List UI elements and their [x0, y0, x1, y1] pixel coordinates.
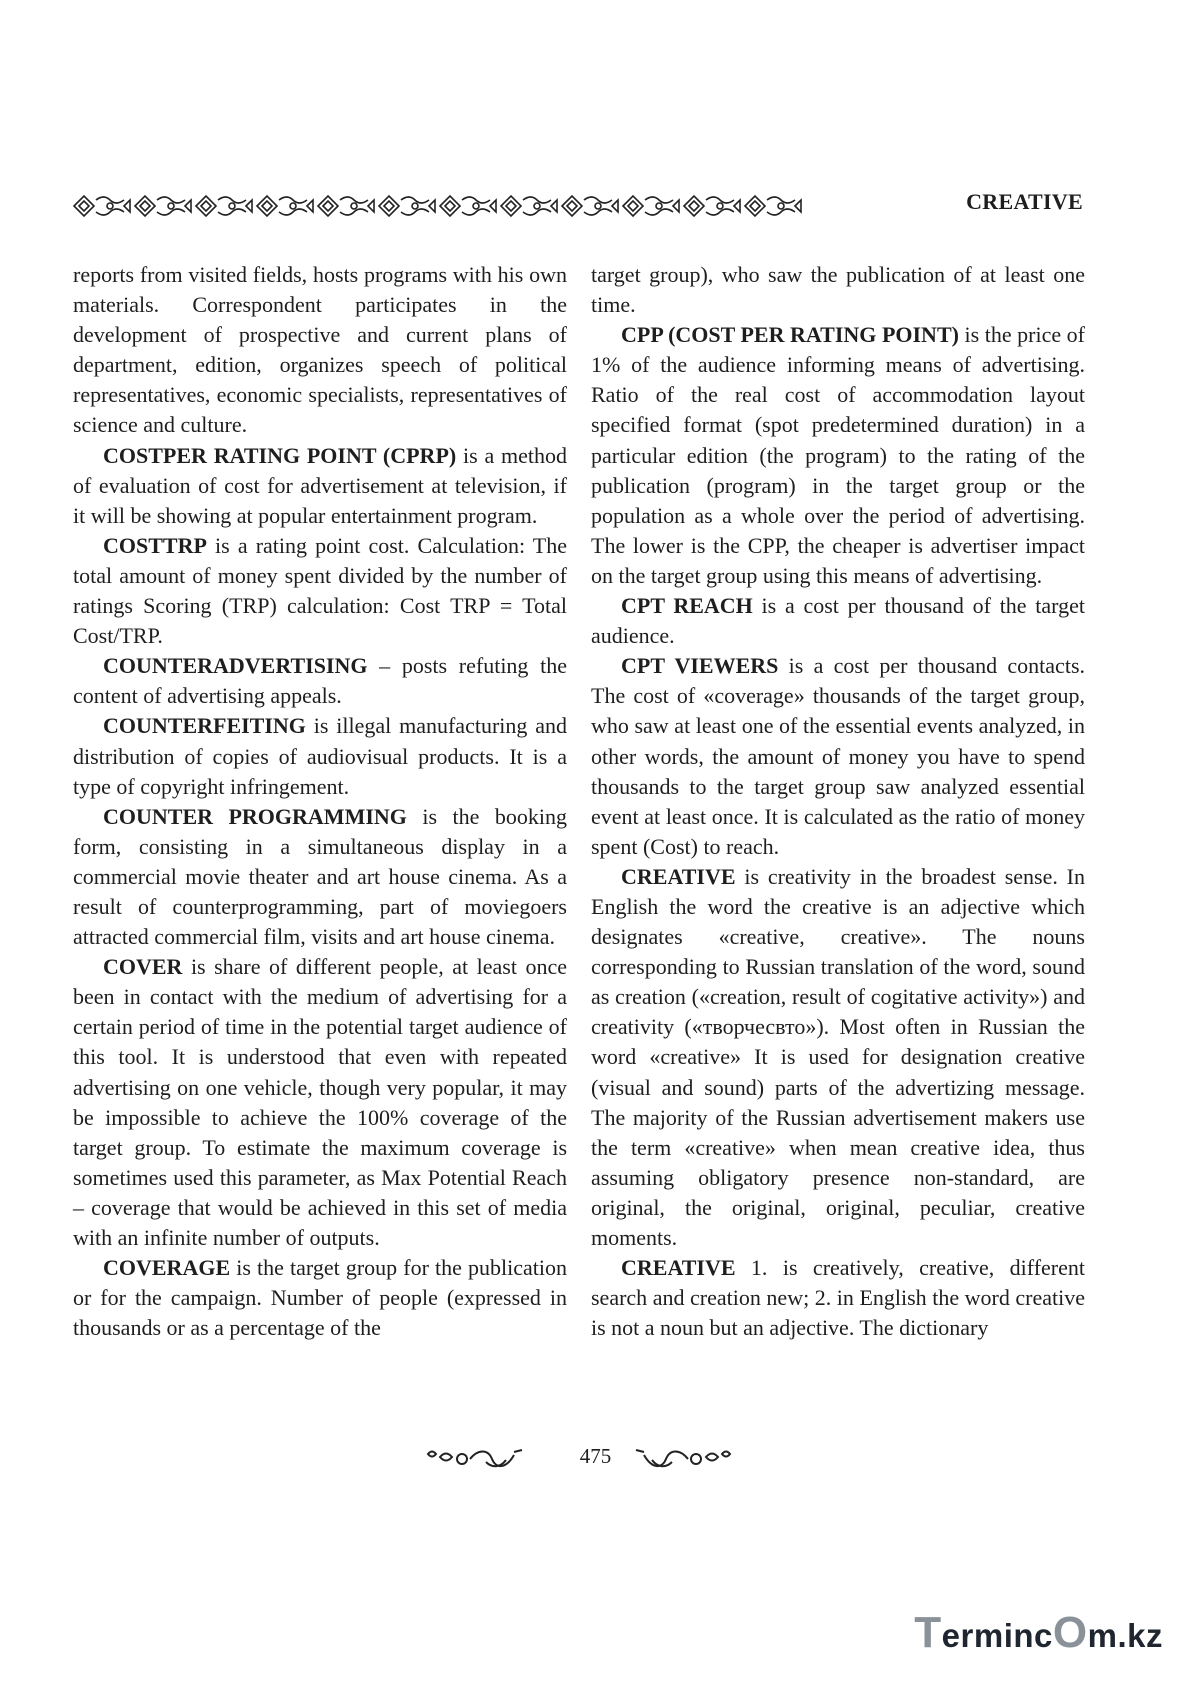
entry-definition: is creativity in the broadest sense. In English the word the creative is an adjective which designates «creative, creative». The nouns corresponding to Russian translation of the word, sound as creation («creation, result of cogitative activity») and creativity («творчесвто»). Most often in Russian the word «creative» It is used for designation creative (visual and sound) parts of the advertizing message. The majority of the Russian advertisement makers use the term «creative» when mean creative idea, thus assuming obligatory presence non-standard, are original, the original, original, peculiar, creative moments. — [591, 863, 1085, 1250]
dictionary-entry — [591, 260, 1085, 320]
entry-definition: is the booking form, consisting in a simultaneous display in a commercial movie theater and art house cinema. As a result of counterprogramming, part of moviegoers attracted commercial film, visits and art house cinema. — [73, 803, 567, 950]
entry-term: COVER — [103, 954, 183, 980]
watermark-letter-o: O — [1052, 1608, 1088, 1657]
dictionary-entry — [591, 320, 1085, 591]
entry-term: COVERAGE — [103, 1255, 231, 1281]
dictionary-entry — [73, 802, 567, 952]
watermark-text: erminc — [941, 1617, 1053, 1654]
entry-definition: is the price of 1% of the audience informing means of advertising. Ratio of the real cost of accommodation layout specified format (spot predetermined duration) in a particular edition (the program) to the rating of the publication (program) in the target group or the population as a whole over the period of advertising. The lower is the CPP, the cheaper is advertiser impact on the target group using this means of advertising. — [591, 322, 1085, 588]
entry-term: CREATIVE — [621, 863, 736, 889]
entry-definition: is illegal manufacturing and distribution of copies of audiovisual products. It is a type of copyright infringement. — [73, 713, 567, 799]
entry-term: CPT REACH — [621, 593, 753, 619]
text-column-left — [73, 260, 567, 1343]
dictionary-entry — [73, 260, 567, 441]
entry-definition: is a method of evaluation of cost for advertisement at television, if it will be showing at popular entertainment program. — [73, 442, 567, 528]
entry-term: COUNTERADVERTISING — [103, 653, 368, 679]
dictionary-entry — [73, 952, 567, 1253]
entry-definition: 1. is creatively, creative, different search and creation new; 2. in English the word creative is not a noun but an adjective. The dictionary — [591, 1255, 1085, 1341]
dictionary-entry — [73, 711, 567, 801]
header-ornament-border — [72, 192, 812, 220]
dictionary-entry — [591, 1253, 1085, 1343]
dictionary-entry — [73, 441, 567, 531]
dictionary-entry — [591, 651, 1085, 862]
entry-term: CREATIVE — [621, 1255, 736, 1281]
entry-definition: is a cost per thousand contacts. The cost of «coverage» thousands of the target group, who saw at least one of the essential events analyzed, in other words, the amount of money you have to spend thousands to the target group saw analyzed essential event at least once. It is calculated as the ratio of money spent (Cost) to reach. — [591, 653, 1085, 859]
entry-term: COSTPER RATING POINT (CPRP) — [103, 442, 457, 468]
dictionary-entry — [591, 591, 1085, 651]
entry-definition: is a cost per thousand of the target audience. — [591, 593, 1085, 649]
running-head: CREATIVE — [966, 189, 1083, 214]
entry-term: CPT VIEWERS — [621, 653, 779, 679]
dictionary-entry — [73, 1253, 567, 1343]
text-column-right — [591, 260, 1085, 1343]
watermark-letter-t: T — [914, 1608, 942, 1657]
entry-term: COUNTER PROGRAMMING — [103, 803, 407, 829]
page-number: 475 — [579, 1444, 612, 1468]
terminkom-watermark — [914, 1608, 1163, 1658]
entry-definition: is the target group for the publication or for the campaign. Number of people (expressed in thousands or as a percentage of the — [73, 1255, 567, 1341]
dictionary-entry — [591, 862, 1085, 1253]
entry-definition: is share of different people, at least once been in contact with the medium of advertising for a certain period of time in the potential target audience of this tool. It is understood that even with repeated advertising on one vehicle, though very popular, it may be impossible to achieve the 100% coverage of the target group. To estimate the maximum coverage is sometimes used this parameter, as Max Potential Reach – coverage that would be achieved in this set of media with an infinite number of outputs. — [73, 954, 567, 1250]
entry-term: CPP (COST PER RATING POINT) — [621, 322, 959, 348]
entry-definition: reports from visited fields, hosts programs with his own materials. Correspondent participates in the development of prospective and current plans of department, edition, organizes speech of political representatives, economic specialists, representatives of science and culture. — [73, 262, 567, 438]
entry-definition: is a rating point cost. Calculation: The total amount of money spent divided by the number of ratings Scoring (TRP) calculation: Cost TRP = Total Cost/TRP. — [73, 532, 567, 649]
dictionary-entry — [73, 531, 567, 651]
entry-term: COSTTRP — [103, 532, 207, 558]
entry-definition: target group), who saw the publication of at least one time. — [591, 262, 1085, 318]
entry-term: COUNTERFEITING — [103, 713, 306, 739]
page-number-flourish-right — [632, 1448, 732, 1470]
watermark-text-end: m.kz — [1087, 1617, 1163, 1654]
entry-definition: – posts refuting the content of advertising appeals. — [73, 653, 567, 709]
dictionary-entry — [73, 651, 567, 711]
